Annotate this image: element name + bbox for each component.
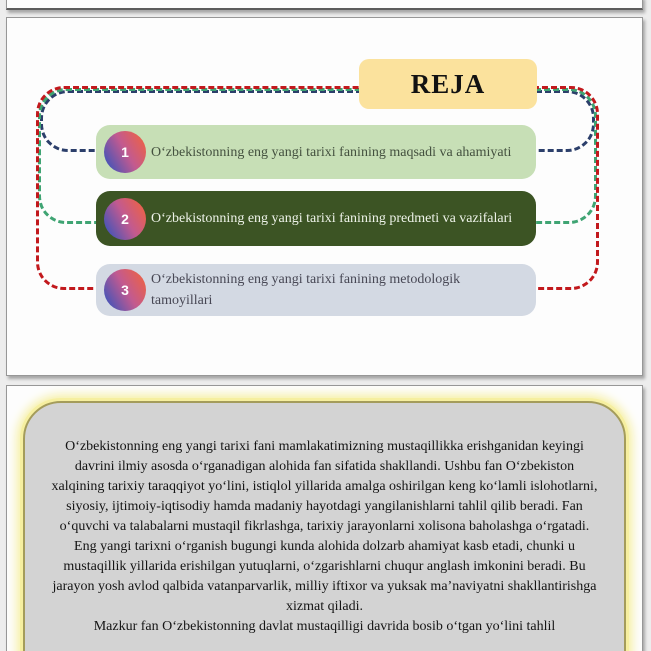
previous-slide-bottom-edge xyxy=(6,0,643,10)
item-number-badge-3: 3 xyxy=(104,269,146,311)
paragraph-2: Eng yangi tarixni oʻrganish bugungi kunda alohida dolzarb ahamiyat kasb etadi, chunki u mustaqillik yillarida erishilgan yutuqlarni, oʻzgarishlarni chuqur anglash imkonini beradi. Bu jarayon yosh avlod qalbida vatanparvarlik, milliy iftixor va yuksak maʼnaviyatni shakllantirishga xizmat qiladi. xyxy=(52,539,597,614)
paragraph-3: Mazkur fan Oʻzbekistonning davlat mustaqilligi davrida bosib oʻtgan yoʻlini tahlil xyxy=(93,619,556,634)
connector-frame-red xyxy=(36,86,599,290)
paragraph-1: Oʻzbekistonning eng yangi tarixi fani mamlakatimizning mustaqillikka erishganidan keyingi davrini ilmiy asosda oʻrganadigan alohida fan sifatida shakllandi. Ushbu fan Oʻzbekiston xalqining tarixiy taraqqiyot yoʻlini, istiqlol yillarida amalga oshirilgan keng koʻlamli islohotlarni, siyosiy, ijtimoiy-iqtisodiy hamda madaniy hayotdagi yangilanishlarni tahlil qilib beradi. Fan oʻquvchi va talabalarni mustaqil fikrlashga, tarixiy jarayonlarni xolisona baholashga oʻrgatadi. xyxy=(51,439,598,534)
item-number-badge-1: 1 xyxy=(104,131,146,173)
item-label-3: Oʻzbekistonning eng yangi tarixi fanining metodologik tamoyillari xyxy=(151,272,461,308)
slide-title: REJA xyxy=(410,68,486,99)
plan-item-3[interactable] xyxy=(96,264,536,316)
item-number-badge-2: 2 xyxy=(104,198,146,240)
plan-item-1[interactable] xyxy=(96,125,536,179)
plan-item-2[interactable] xyxy=(96,191,536,246)
slide-page-2[interactable] xyxy=(6,385,643,651)
item-label-1: Oʻzbekistonning eng yangi tarixi fanining maqsadi va ahamiyati xyxy=(151,144,512,160)
item-label-2: Oʻzbekistonning eng yangi tarixi fanining predmeti va vazifalari xyxy=(151,211,513,226)
slide-page-1[interactable] xyxy=(6,17,643,376)
content-panel[interactable] xyxy=(23,401,626,651)
slide-title-box[interactable] xyxy=(359,59,537,109)
